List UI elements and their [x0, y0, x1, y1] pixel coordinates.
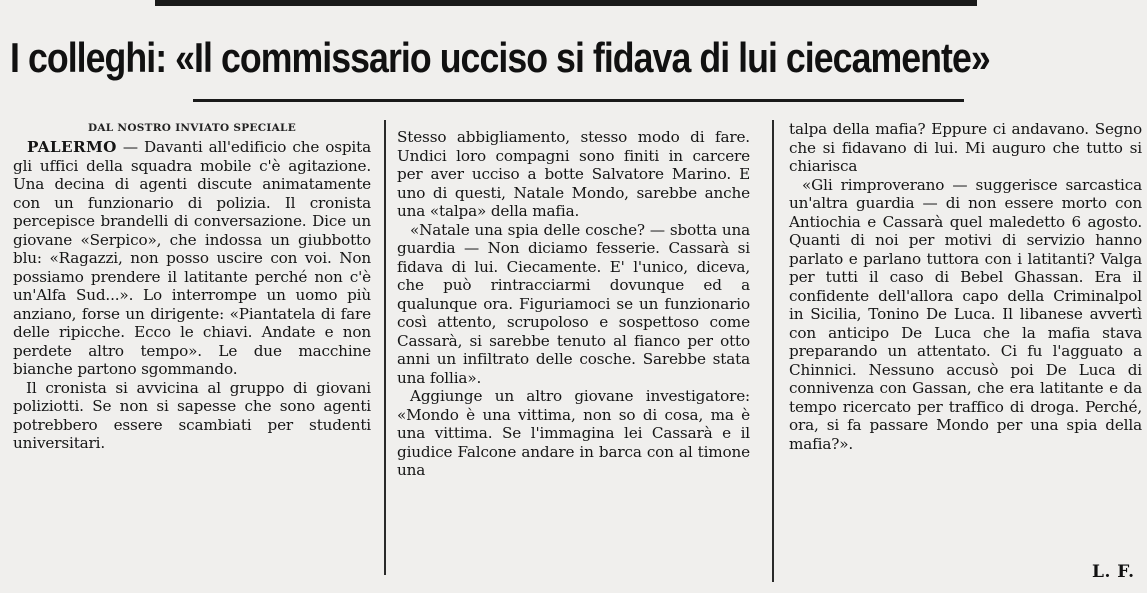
headline-rule: [193, 99, 964, 102]
column-3: [789, 120, 1142, 453]
column-divider: [772, 120, 774, 582]
column-1: [13, 120, 371, 453]
paragraph: Stesso abbigliamento, stesso modo di fare. Undici loro compagni sono finiti in carcere per aver ucciso a botte Salvatore Marino. E uno di questi, Natale Mondo, sarebbe anche una «talpa» della mafia.: [397, 128, 750, 220]
paragraph: Il cronista si avvicina al gruppo di giovani poliziotti. Se non si sapesse che sono agenti potrebbero essere scambiati per studenti universitari.: [13, 378, 371, 452]
column-divider: [384, 120, 386, 575]
paragraph: «Natale una spia delle cosche? — sbotta una guardia — Non diciamo fesserie. Cassarà si fidava di lui. Ciecamente. E' l'unico, diceva, che può rintracciarmi dovunque ed a qualunque ora. Figuriamoci se un funzionario così attento, scrupoloso e sospettoso come Cassarà, si sarebbe tenuto al fianco per otto anni un infiltrato delle cosche. Sarebbe stata una follia».: [397, 220, 750, 387]
byline: DAL NOSTRO INVIATO SPECIALE: [87, 122, 297, 134]
dateline: PALERMO: [27, 138, 117, 156]
paragraph: Aggiunge un altro giovane investigatore: «Mondo è una vittima, non so di cosa, ma è una vittima. Se l'immagina lei Cassarà e il giudice Falcone andare in barca con al timone una: [397, 387, 750, 479]
column-2: [397, 128, 750, 480]
paragraph: «Gli rimproverano — suggerisce sarcastica un'altra guardia — di non essere morto con Antiochia e Cassarà quel maledetto 6 agosto. Quanti di noi per motivi di servizio hanno parlato e parlano tuttora con i latitanti? Valga per tutti il caso di Bebel Ghassan. Era il confidente dell'allora capo della Criminalpol in Sicilia, Tonino De Luca. Il libanese avvertì con anticipo De Luca che la mafia stava preparando un attentato. Ci fu l'agguato a Chinnici. Nessuno accusò poi De Luca di connivenza con Gassan, che era latitante e da tempo ricercato per traffico di droga. Perché, ora, si fa passare Mondo per una spia della mafia?».: [789, 175, 1142, 453]
paragraph: [13, 138, 371, 379]
author-signature: L. F.: [1092, 562, 1135, 582]
paragraph: talpa della mafia? Eppure ci andavano. Segno che si fidavano di lui. Mi auguro che tutto si chiarisca: [789, 120, 1142, 175]
top-rule: [155, 0, 977, 6]
paragraph-text: — Davanti all'edificio che ospita gli uffici della squadra mobile c'è agitazione. Una decina di agenti discute animatamente con un funzionario di polizia. Il cronista percepisce brandelli di conversazione. Dice un giovane «Serpico», che indossa un giubbotto blu: «Ragazzi, non posso uscire con voi. Non possiamo prendere il latitante perché non c'è un'Alfa Sud...». Lo interrompe un uomo più anziano, forse un dirigente: «Piantatela di fare delle ripicche. Ecco le chiavi. Andate e non perdete altro tempo». Le due macchine bianche partono sgommando.: [13, 138, 371, 378]
headline: I colleghi: «Il commissario ucciso si fidava di lui ciecamente»: [10, 34, 990, 81]
